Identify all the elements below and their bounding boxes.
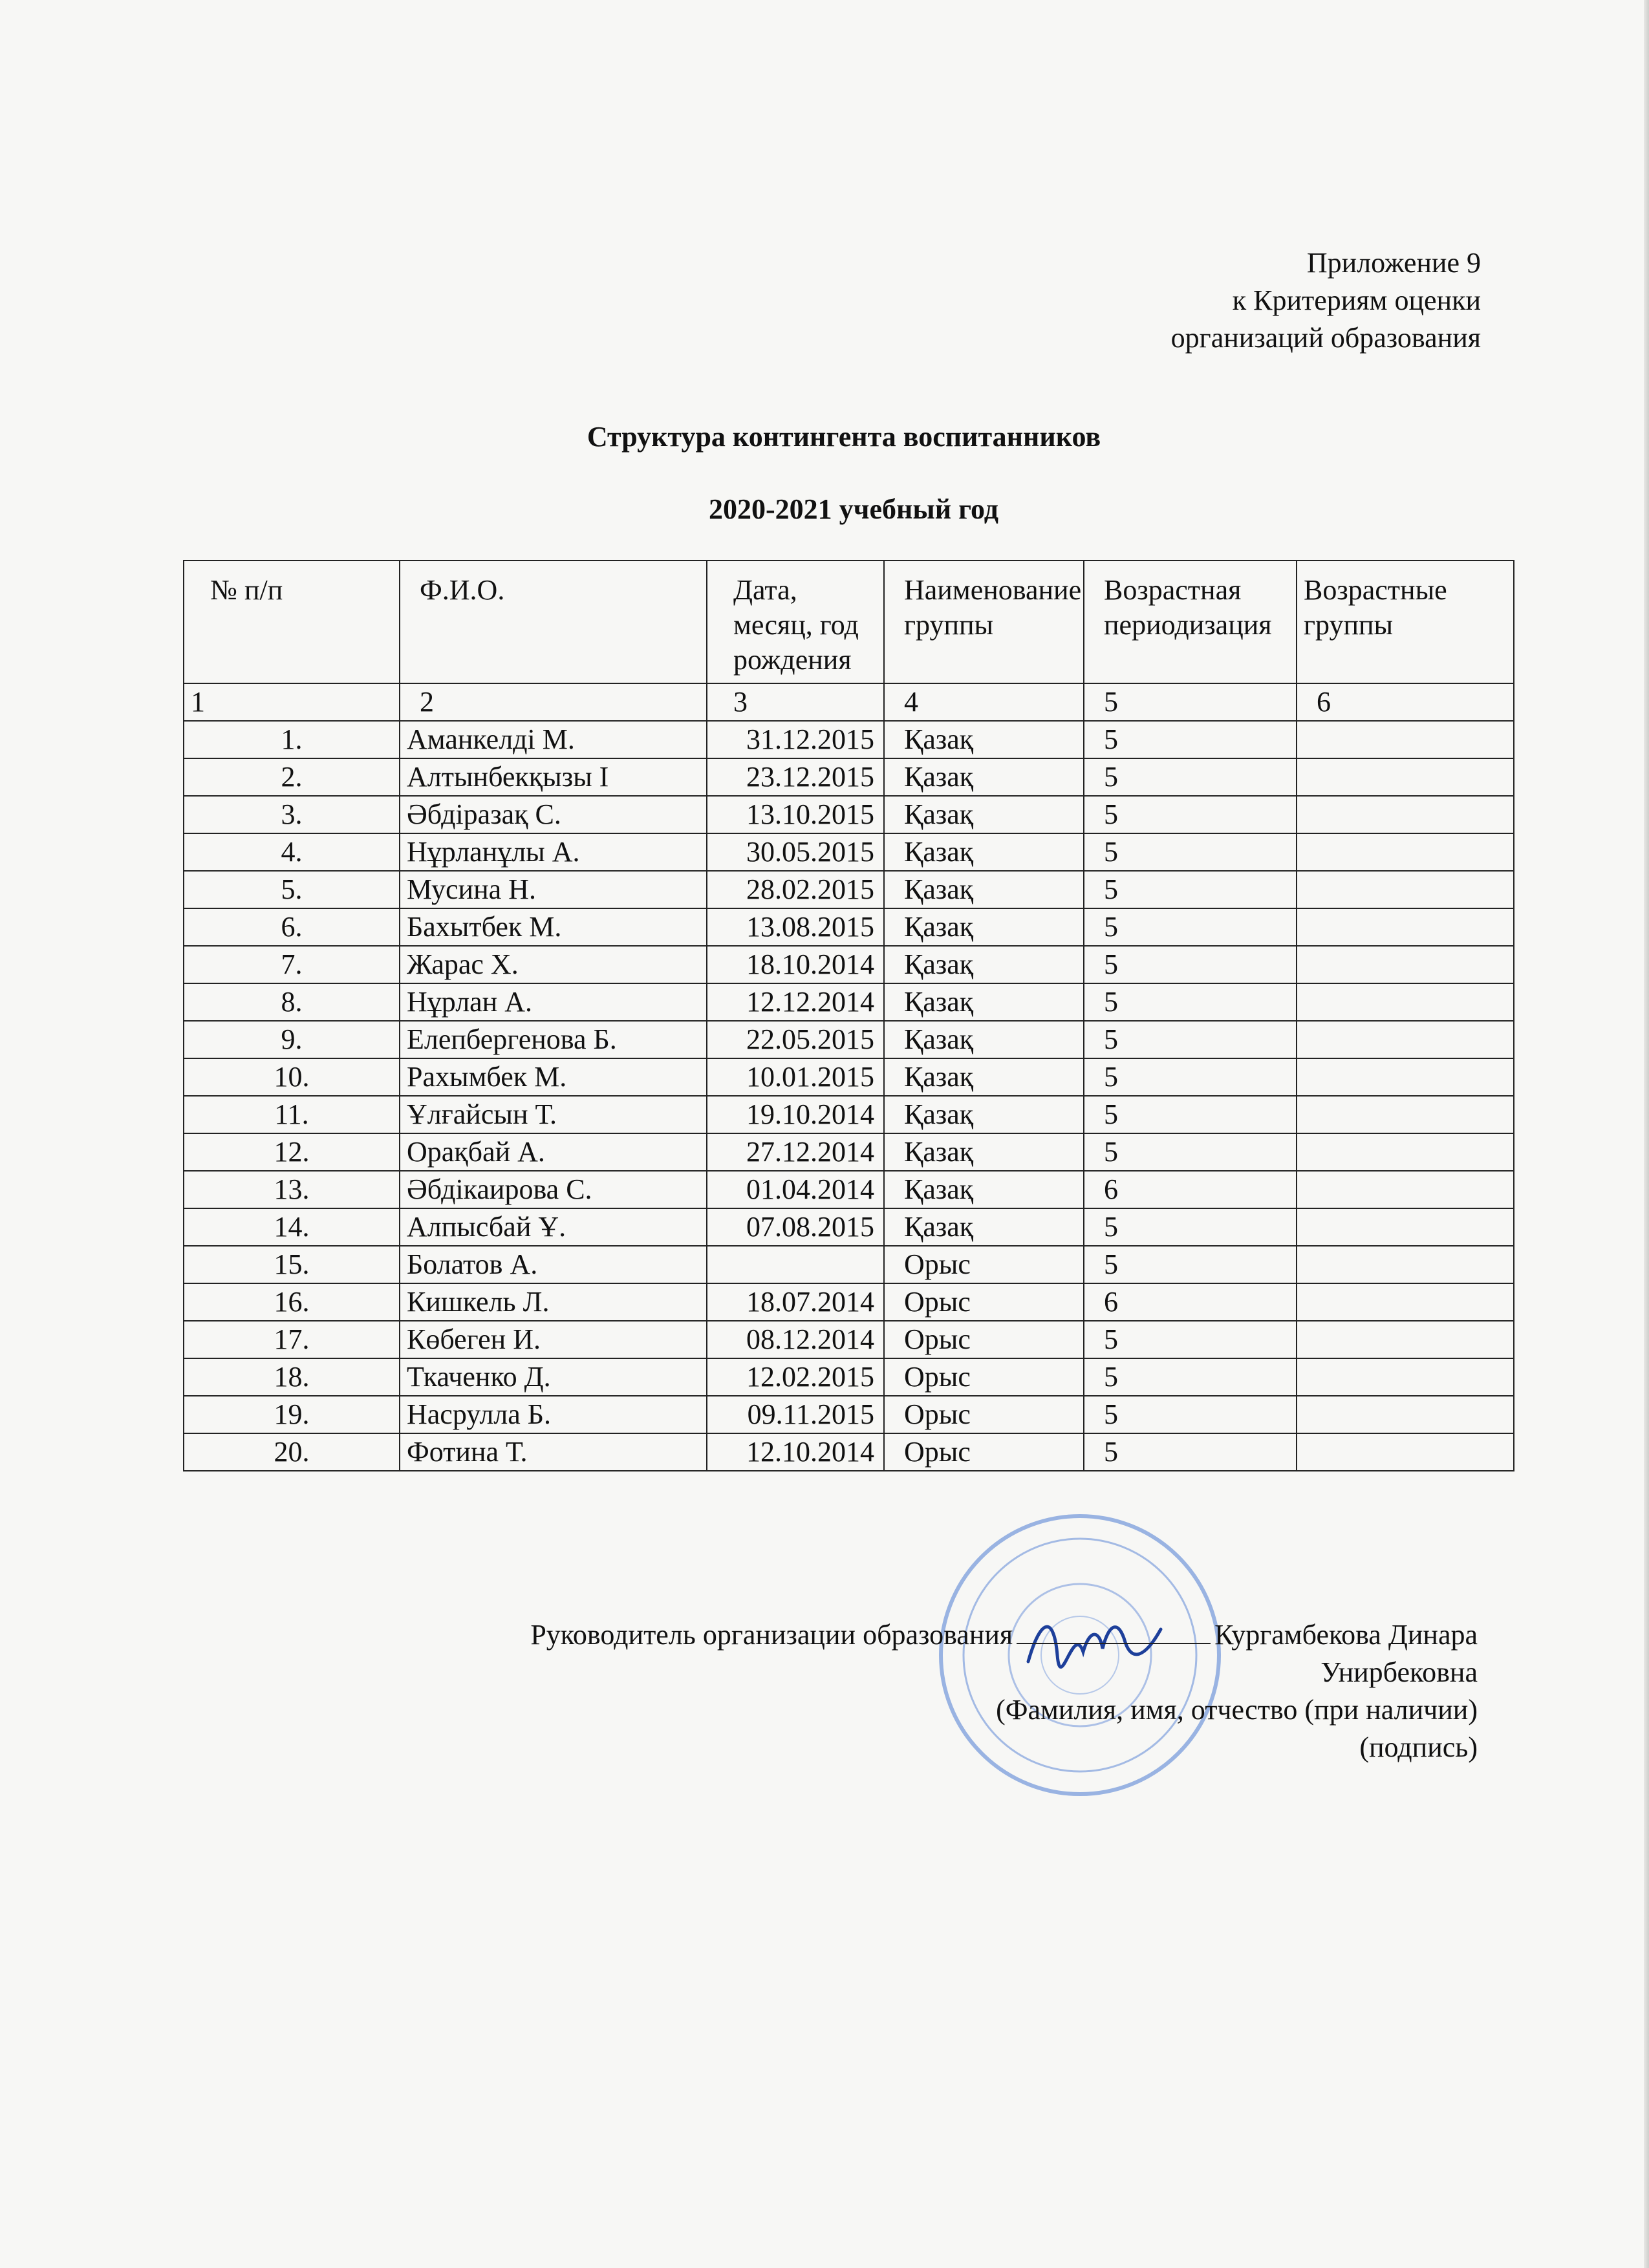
age-group-cell bbox=[1297, 758, 1514, 796]
group-name-cell: Қазақ bbox=[884, 908, 1084, 946]
table-row bbox=[184, 1396, 1514, 1433]
header-cell-age-period: Возрастная периодизация bbox=[1084, 561, 1297, 683]
age-period-cell: 5 bbox=[1084, 796, 1297, 833]
child-name-cell: Фотина Т. bbox=[400, 1433, 707, 1471]
age-period-cell: 6 bbox=[1084, 1283, 1297, 1321]
birthdate-cell: 22.05.2015 bbox=[707, 1021, 884, 1058]
header-cell-name: Ф.И.О. bbox=[400, 561, 707, 683]
group-name-cell: Қазақ bbox=[884, 721, 1084, 758]
birthdate-cell: 12.12.2014 bbox=[707, 983, 884, 1021]
child-name-cell: Аманкелді М. bbox=[400, 721, 707, 758]
table-row bbox=[184, 758, 1514, 796]
group-name-cell: Қазақ bbox=[884, 1171, 1084, 1208]
group-name-cell: Орыс bbox=[884, 1283, 1084, 1321]
signature-caption: (подпись) bbox=[1359, 1731, 1478, 1763]
header-cell-age-groups: Возрастные группы bbox=[1297, 561, 1514, 683]
signatory-role: Руководитель организации образования bbox=[530, 1619, 1013, 1651]
birthdate-cell: 30.05.2015 bbox=[707, 833, 884, 871]
group-name-cell: Орыс bbox=[884, 1396, 1084, 1433]
age-group-cell bbox=[1297, 1133, 1514, 1171]
row-number-cell: 11. bbox=[184, 1096, 400, 1133]
birthdate-cell: 27.12.2014 bbox=[707, 1133, 884, 1171]
age-period-cell: 5 bbox=[1084, 1096, 1297, 1133]
header-cell-number: № п/п bbox=[184, 561, 400, 683]
column-number: 4 bbox=[884, 683, 1084, 721]
birthdate-cell: 18.07.2014 bbox=[707, 1283, 884, 1321]
group-name-cell: Орыс bbox=[884, 1433, 1084, 1471]
child-name-cell: Мусина Н. bbox=[400, 871, 707, 908]
row-number-cell: 1. bbox=[184, 721, 400, 758]
child-name-cell: Алтынбекқызы І bbox=[400, 758, 707, 796]
table-row bbox=[184, 1321, 1514, 1358]
birthdate-cell: 13.10.2015 bbox=[707, 796, 884, 833]
birthdate-cell: 19.10.2014 bbox=[707, 1096, 884, 1133]
signature-line bbox=[1017, 1617, 1211, 1644]
age-period-cell: 5 bbox=[1084, 983, 1297, 1021]
page-edge bbox=[1644, 0, 1649, 2268]
group-name-cell: Орыс bbox=[884, 1246, 1084, 1283]
age-group-cell bbox=[1297, 1283, 1514, 1321]
birthdate-cell: 28.02.2015 bbox=[707, 871, 884, 908]
age-period-cell: 5 bbox=[1084, 721, 1297, 758]
row-number-cell: 7. bbox=[184, 946, 400, 983]
column-number: 5 bbox=[1084, 683, 1297, 721]
column-number: 2 bbox=[400, 683, 707, 721]
age-period-cell: 5 bbox=[1084, 908, 1297, 946]
age-group-cell bbox=[1297, 1358, 1514, 1396]
academic-year: 2020-2021 учебный год bbox=[709, 493, 998, 525]
appendix-line-1: Приложение 9 bbox=[1306, 247, 1481, 279]
birthdate-cell: 12.02.2015 bbox=[707, 1358, 884, 1396]
header-cell-group: Наименование группы bbox=[884, 561, 1084, 683]
age-period-cell: 5 bbox=[1084, 758, 1297, 796]
table-row bbox=[184, 908, 1514, 946]
table-row bbox=[184, 1021, 1514, 1058]
child-name-cell: Насрулла Б. bbox=[400, 1396, 707, 1433]
group-name-cell: Қазақ bbox=[884, 796, 1084, 833]
child-name-cell: Болатов А. bbox=[400, 1246, 707, 1283]
child-name-cell: Ұлғайсын Т. bbox=[400, 1096, 707, 1133]
age-period-cell: 5 bbox=[1084, 871, 1297, 908]
age-period-cell: 5 bbox=[1084, 946, 1297, 983]
table-row bbox=[184, 946, 1514, 983]
appendix-line-2: к Критериям оценки bbox=[1232, 284, 1481, 316]
signatory-name: Кургамбекова Динара bbox=[1214, 1619, 1478, 1651]
age-period-cell: 6 bbox=[1084, 1171, 1297, 1208]
signatory-patronymic: Унирбековна bbox=[1320, 1656, 1478, 1688]
signature-line-row bbox=[530, 1616, 1478, 1654]
column-number: 3 bbox=[707, 683, 884, 721]
table-row bbox=[184, 1058, 1514, 1096]
birthdate-cell: 10.01.2015 bbox=[707, 1058, 884, 1096]
child-name-cell: Әбдікаирова С. bbox=[400, 1171, 707, 1208]
age-group-cell bbox=[1297, 983, 1514, 1021]
column-number: 6 bbox=[1297, 683, 1514, 721]
group-name-cell: Қазақ bbox=[884, 1096, 1084, 1133]
child-name-cell: Елепбергенова Б. bbox=[400, 1021, 707, 1058]
birthdate-cell: 18.10.2014 bbox=[707, 946, 884, 983]
birthdate-cell: 31.12.2015 bbox=[707, 721, 884, 758]
group-name-cell: Қазақ bbox=[884, 833, 1084, 871]
birthdate-cell: 23.12.2015 bbox=[707, 758, 884, 796]
row-number-cell: 13. bbox=[184, 1171, 400, 1208]
age-group-cell bbox=[1297, 833, 1514, 871]
age-period-cell: 5 bbox=[1084, 1058, 1297, 1096]
row-number-cell: 17. bbox=[184, 1321, 400, 1358]
group-name-cell: Орыс bbox=[884, 1321, 1084, 1358]
table-row bbox=[184, 871, 1514, 908]
child-name-cell: Рахымбек М. bbox=[400, 1058, 707, 1096]
child-name-cell: Көбеген И. bbox=[400, 1321, 707, 1358]
age-period-cell: 5 bbox=[1084, 1208, 1297, 1246]
child-name-cell: Бахытбек М. bbox=[400, 908, 707, 946]
age-group-cell bbox=[1297, 721, 1514, 758]
birthdate-cell bbox=[707, 1246, 884, 1283]
table-row bbox=[184, 1283, 1514, 1321]
age-period-cell: 5 bbox=[1084, 833, 1297, 871]
group-name-cell: Қазақ bbox=[884, 983, 1084, 1021]
table-row bbox=[184, 1433, 1514, 1471]
table-row bbox=[184, 1171, 1514, 1208]
row-number-cell: 16. bbox=[184, 1283, 400, 1321]
age-group-cell bbox=[1297, 1246, 1514, 1283]
document-title: Структура контингента воспитанников bbox=[587, 421, 1101, 453]
group-name-cell: Қазақ bbox=[884, 1133, 1084, 1171]
group-name-cell: Қазақ bbox=[884, 758, 1084, 796]
child-name-cell: Нұрланұлы А. bbox=[400, 833, 707, 871]
age-group-cell bbox=[1297, 871, 1514, 908]
group-name-cell: Қазақ bbox=[884, 1021, 1084, 1058]
table-row bbox=[184, 721, 1514, 758]
age-group-cell bbox=[1297, 1171, 1514, 1208]
row-number-cell: 18. bbox=[184, 1358, 400, 1396]
child-name-cell: Жарас Х. bbox=[400, 946, 707, 983]
contingent-table bbox=[183, 560, 1514, 1471]
age-period-cell: 5 bbox=[1084, 1433, 1297, 1471]
table-row bbox=[184, 833, 1514, 871]
row-number-cell: 6. bbox=[184, 908, 400, 946]
table-row bbox=[184, 796, 1514, 833]
appendix-note bbox=[1171, 244, 1481, 357]
child-name-cell: Ткаченко Д. bbox=[400, 1358, 707, 1396]
age-group-cell bbox=[1297, 1021, 1514, 1058]
age-group-cell bbox=[1297, 1208, 1514, 1246]
birthdate-cell: 12.10.2014 bbox=[707, 1433, 884, 1471]
row-number-cell: 8. bbox=[184, 983, 400, 1021]
birthdate-cell: 01.04.2014 bbox=[707, 1171, 884, 1208]
table-header-row bbox=[184, 561, 1514, 683]
table-row bbox=[184, 1208, 1514, 1246]
group-name-cell: Орыс bbox=[884, 1358, 1084, 1396]
row-number-cell: 4. bbox=[184, 833, 400, 871]
table-row bbox=[184, 1096, 1514, 1133]
appendix-line-3: организаций образования bbox=[1170, 322, 1481, 354]
age-period-cell: 5 bbox=[1084, 1133, 1297, 1171]
age-period-cell: 5 bbox=[1084, 1246, 1297, 1283]
child-name-cell: Кишкель Л. bbox=[400, 1283, 707, 1321]
column-number: 1 bbox=[184, 683, 400, 721]
age-group-cell bbox=[1297, 1058, 1514, 1096]
group-name-cell: Қазақ bbox=[884, 1058, 1084, 1096]
table-row bbox=[184, 1358, 1514, 1396]
row-number-cell: 14. bbox=[184, 1208, 400, 1246]
row-number-cell: 19. bbox=[184, 1396, 400, 1433]
age-period-cell: 5 bbox=[1084, 1396, 1297, 1433]
child-name-cell: Нұрлан А. bbox=[400, 983, 707, 1021]
age-period-cell: 5 bbox=[1084, 1321, 1297, 1358]
birthdate-cell: 08.12.2014 bbox=[707, 1321, 884, 1358]
table-row bbox=[184, 1246, 1514, 1283]
header-cell-birthdate: Дата, месяц, год рождения bbox=[707, 561, 884, 683]
age-group-cell bbox=[1297, 1096, 1514, 1133]
name-caption: (Фамилия, имя, отчество (при наличии) bbox=[996, 1694, 1478, 1726]
age-group-cell bbox=[1297, 1321, 1514, 1358]
age-period-cell: 5 bbox=[1084, 1358, 1297, 1396]
table-row bbox=[184, 983, 1514, 1021]
child-name-cell: Әбдіразақ С. bbox=[400, 796, 707, 833]
age-group-cell bbox=[1297, 1433, 1514, 1471]
birthdate-cell: 13.08.2015 bbox=[707, 908, 884, 946]
row-number-cell: 5. bbox=[184, 871, 400, 908]
row-number-cell: 10. bbox=[184, 1058, 400, 1096]
child-name-cell: Алпысбай Ұ. bbox=[400, 1208, 707, 1246]
age-group-cell bbox=[1297, 908, 1514, 946]
signature-block bbox=[530, 1616, 1478, 1766]
birthdate-cell: 09.11.2015 bbox=[707, 1396, 884, 1433]
table-row bbox=[184, 1133, 1514, 1171]
row-number-cell: 2. bbox=[184, 758, 400, 796]
group-name-cell: Қазақ bbox=[884, 1208, 1084, 1246]
age-group-cell bbox=[1297, 1396, 1514, 1433]
age-group-cell bbox=[1297, 946, 1514, 983]
age-period-cell: 5 bbox=[1084, 1021, 1297, 1058]
row-number-cell: 12. bbox=[184, 1133, 400, 1171]
row-number-cell: 15. bbox=[184, 1246, 400, 1283]
age-group-cell bbox=[1297, 796, 1514, 833]
row-number-cell: 9. bbox=[184, 1021, 400, 1058]
group-name-cell: Қазақ bbox=[884, 946, 1084, 983]
child-name-cell: Орақбай А. bbox=[400, 1133, 707, 1171]
group-name-cell: Қазақ bbox=[884, 871, 1084, 908]
birthdate-cell: 07.08.2015 bbox=[707, 1208, 884, 1246]
row-number-cell: 20. bbox=[184, 1433, 400, 1471]
row-number-cell: 3. bbox=[184, 796, 400, 833]
column-number-row bbox=[184, 683, 1514, 721]
